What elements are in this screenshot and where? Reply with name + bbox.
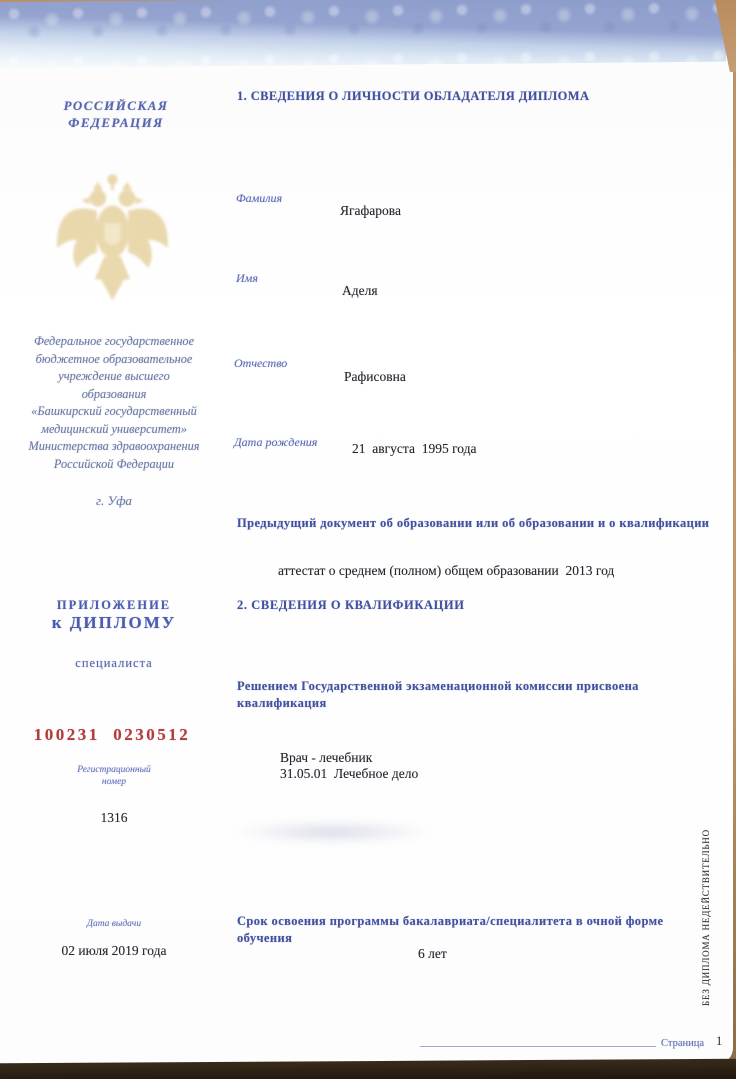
issue-date-value: 02 июля 2019 года [61,943,167,958]
previous-education-label: Предыдущий документ об образовании или об образовании и о квалификации [237,516,710,530]
field-label-birthdate: Дата рождения [234,435,318,449]
field-value-surname: Ягафарова [340,203,401,218]
study-duration-label: Срок освоения программы бакалавриата/специалитета в очной форме обучения [237,914,664,945]
institution-line: Министерства здравоохранения [28,439,200,453]
registration-number-label-line2: номер [101,777,127,787]
institution-city: г. Уфа [96,493,132,508]
issue-date-label: Дата выдачи [86,919,142,929]
institution-line: образования [81,386,147,401]
institution-line: медицинский университет» [41,421,187,436]
registration-number-value: 1316 [100,810,128,825]
registration-number-label [8,764,220,788]
section1-title: 1. СВЕДЕНИЯ О ЛИЧНОСТИ ОБЛАДАТЕЛЯ ДИПЛОМА [237,89,590,103]
coat-of-arms-icon [50,146,175,338]
study-duration-value: 6 лет [418,946,447,961]
blank-serial-number: 100231 0230512 [33,725,191,744]
qualification-value: Врач - лечебник [280,750,373,765]
qualification-decision-text: Решением Государственной экзаменационной комиссии присвоена квалификация [237,679,639,710]
page-number: 1 [716,1034,723,1048]
field-label-firstname: Имя [236,271,258,285]
guilloche-band [0,0,726,68]
footer-rule-line [420,1046,656,1047]
field-label-patronymic: Отчество [234,356,288,370]
photo-background-bottom [0,1059,736,1079]
page-footer-label: Страница [661,1038,705,1049]
institution-name [8,333,220,473]
field-value-firstname: Аделя [342,283,378,298]
institution-line: бюджетное образовательное [35,351,193,366]
institution-line: учреждение высшего [58,369,170,383]
country-name-line2: ФЕДЕРАЦИЯ [68,115,164,130]
institution-line: «Башкирский государственный [31,404,197,418]
field-value-birthdate: 21 августа 1995 года [352,441,477,456]
country-name-line1: РОССИЙСКАЯ [63,98,169,113]
paper-smudge [233,820,433,844]
country-name [38,97,194,131]
institution-line: Федеральное государственное [33,334,195,348]
registration-number-label-line1: Регистрационный [77,765,151,775]
specialty-code-value: 31.05.01 Лечебное дело [280,766,419,781]
document-type-line1: ПРИЛОЖЕНИЕ [56,598,172,612]
field-value-patronymic: Рафисовна [344,369,406,384]
document-type-line3: специалиста [75,656,153,670]
section2-title: 2. СВЕДЕНИЯ О КВАЛИФИКАЦИИ [237,598,465,612]
document-type-line2: к ДИПЛОМУ [51,613,177,632]
institution-line: Российской Федерации [53,456,175,471]
previous-education-value: аттестат о среднем (полном) общем образовании 2013 год [278,563,615,578]
field-label-surname: Фамилия [236,191,283,205]
no-diploma-watermark: БЕЗ ДИПЛОМА НЕДЕЙСТВИТЕЛЬНО [701,829,711,1006]
